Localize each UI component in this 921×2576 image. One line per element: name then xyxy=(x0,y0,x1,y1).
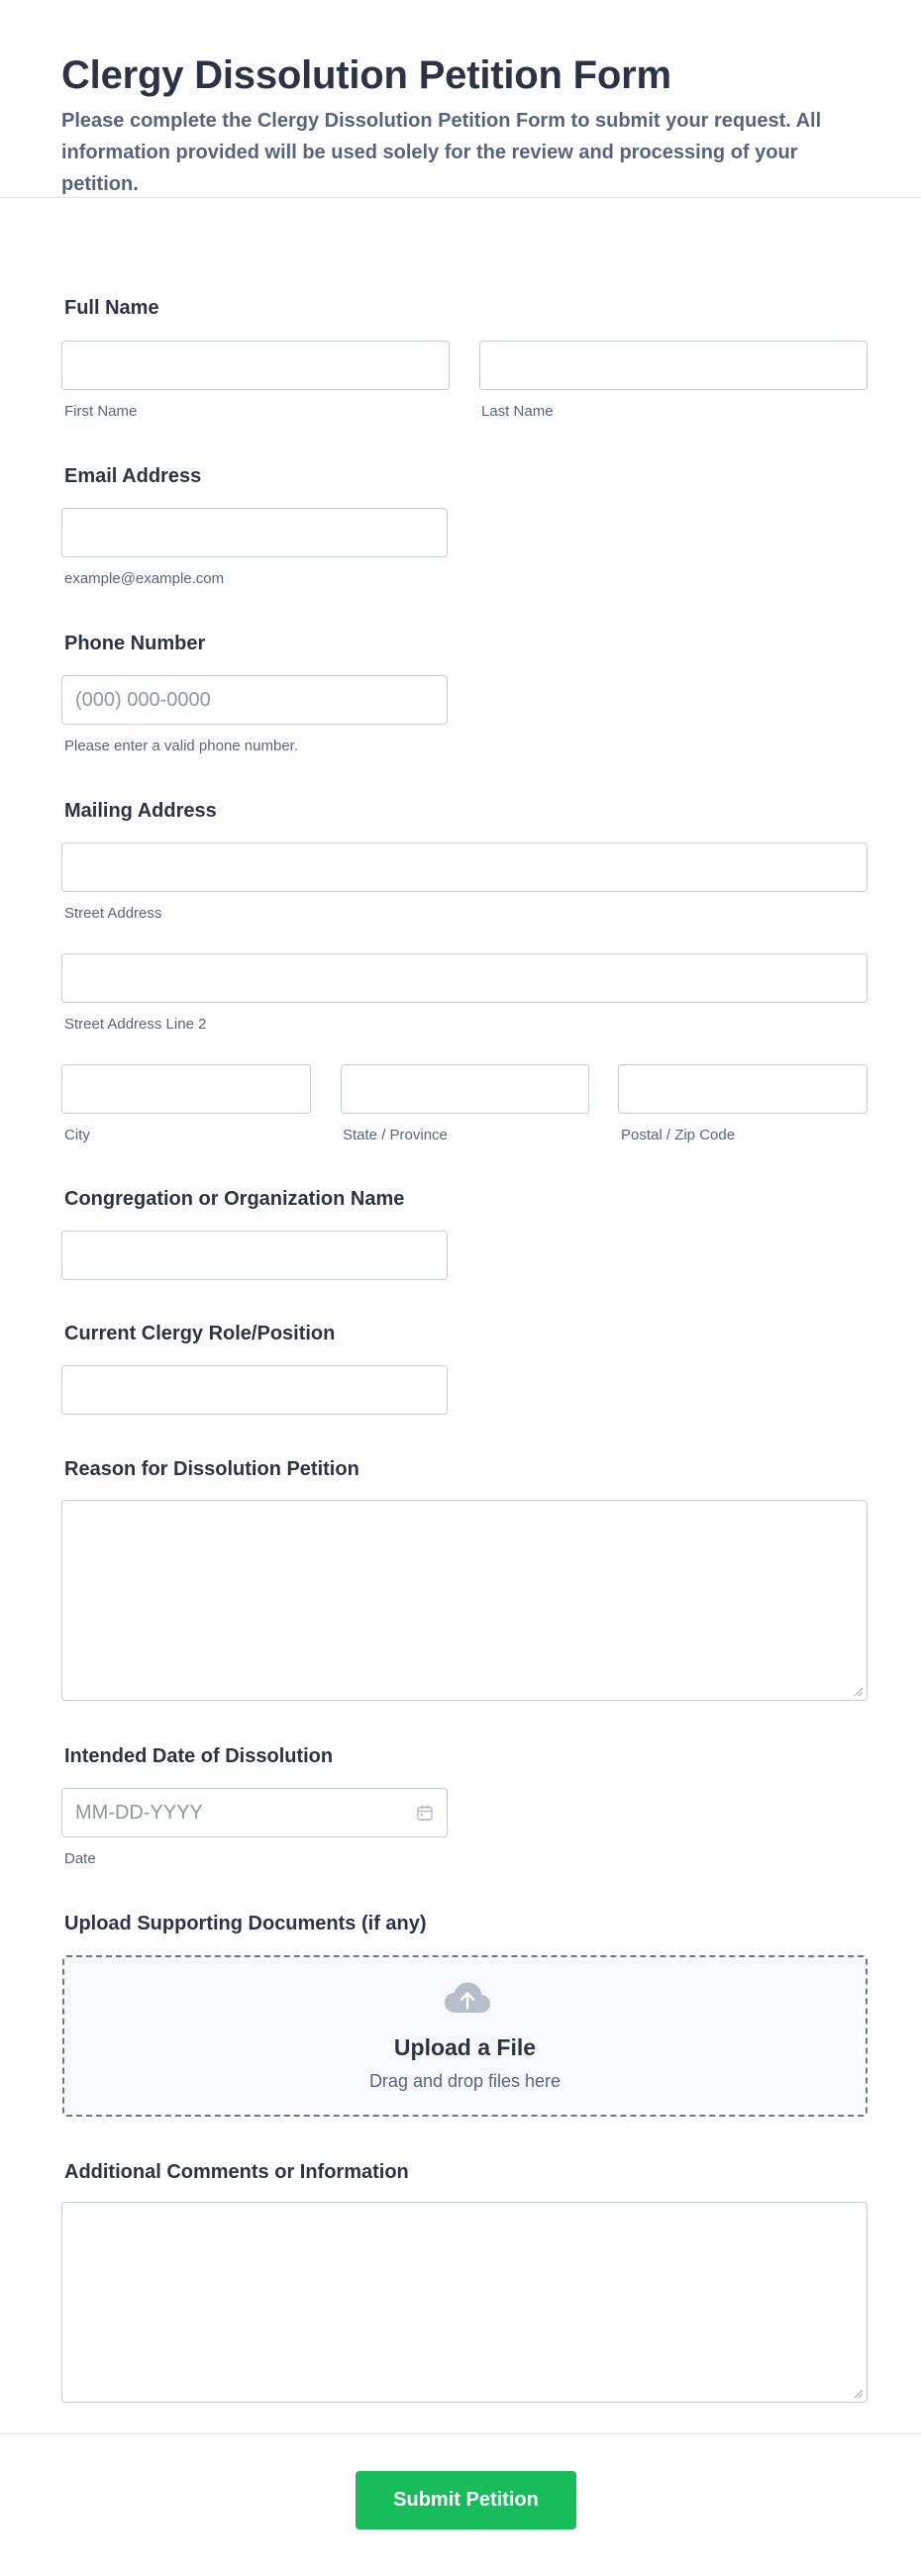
page-title: Clergy Dissolution Petition Form xyxy=(61,53,671,97)
resize-handle-icon[interactable] xyxy=(853,2388,863,2398)
email-input[interactable] xyxy=(61,508,448,557)
comments-textarea[interactable] xyxy=(61,2202,868,2403)
phone-label: Phone Number xyxy=(64,633,206,654)
resize-handle-icon[interactable] xyxy=(853,1686,863,1696)
first-name-input[interactable] xyxy=(61,341,450,390)
congregation-input[interactable] xyxy=(61,1231,448,1280)
upload-label: Upload Supporting Documents (if any) xyxy=(64,1913,427,1934)
city-input[interactable] xyxy=(61,1064,311,1114)
footer-divider xyxy=(0,2433,921,2434)
reason-label: Reason for Dissolution Petition xyxy=(64,1458,359,1480)
form-description: Please complete the Clergy Dissolution Petition Form to submit your request. All information provided will be used solely for the review and processing of your petition. xyxy=(61,110,822,195)
date-placeholder: MM-DD-YYYY xyxy=(75,1801,203,1824)
upload-title: Upload a File xyxy=(393,2034,537,2060)
first-name-sublabel: First Name xyxy=(64,403,138,420)
clergy-role-label: Current Clergy Role/Position xyxy=(64,1323,336,1344)
state-sublabel: State / Province xyxy=(343,1127,448,1143)
phone-placeholder: (000) 000-0000 xyxy=(75,688,211,711)
street-address-sublabel: Street Address xyxy=(64,905,162,922)
petition-form xyxy=(0,198,921,2376)
congregation-label: Congregation or Organization Name xyxy=(64,1188,405,1210)
submit-button[interactable]: Submit Petition xyxy=(356,2471,576,2529)
street-address-input[interactable] xyxy=(61,842,868,892)
city-sublabel: City xyxy=(64,1127,90,1143)
zip-input[interactable] xyxy=(618,1064,868,1114)
cloud-upload-icon xyxy=(444,1981,491,2015)
calendar-icon[interactable] xyxy=(416,1804,434,1822)
clergy-role-input[interactable] xyxy=(61,1365,448,1415)
phone-sublabel: Please enter a valid phone number. xyxy=(64,738,298,754)
street-address-line2-sublabel: Street Address Line 2 xyxy=(64,1016,207,1033)
date-label: Intended Date of Dissolution xyxy=(64,1745,334,1767)
email-sublabel: example@example.com xyxy=(64,570,225,587)
full-name-label: Full Name xyxy=(64,297,159,319)
phone-input[interactable] xyxy=(61,675,448,725)
last-name-input[interactable] xyxy=(479,341,868,390)
date-sublabel: Date xyxy=(64,1850,96,1867)
last-name-sublabel: Last Name xyxy=(481,403,554,420)
file-upload-dropzone[interactable] xyxy=(62,1955,868,2117)
state-input[interactable] xyxy=(341,1064,589,1114)
comments-label: Additional Comments or Information xyxy=(64,2161,409,2183)
street-address-line2-input[interactable] xyxy=(61,953,868,1003)
upload-hint: Drag and drop files here xyxy=(368,2071,562,2091)
date-input[interactable] xyxy=(61,1788,448,1837)
form-header xyxy=(0,0,921,198)
email-label: Email Address xyxy=(64,465,202,487)
reason-textarea[interactable] xyxy=(61,1500,868,1701)
mailing-address-label: Mailing Address xyxy=(64,800,217,822)
zip-sublabel: Postal / Zip Code xyxy=(621,1127,736,1143)
